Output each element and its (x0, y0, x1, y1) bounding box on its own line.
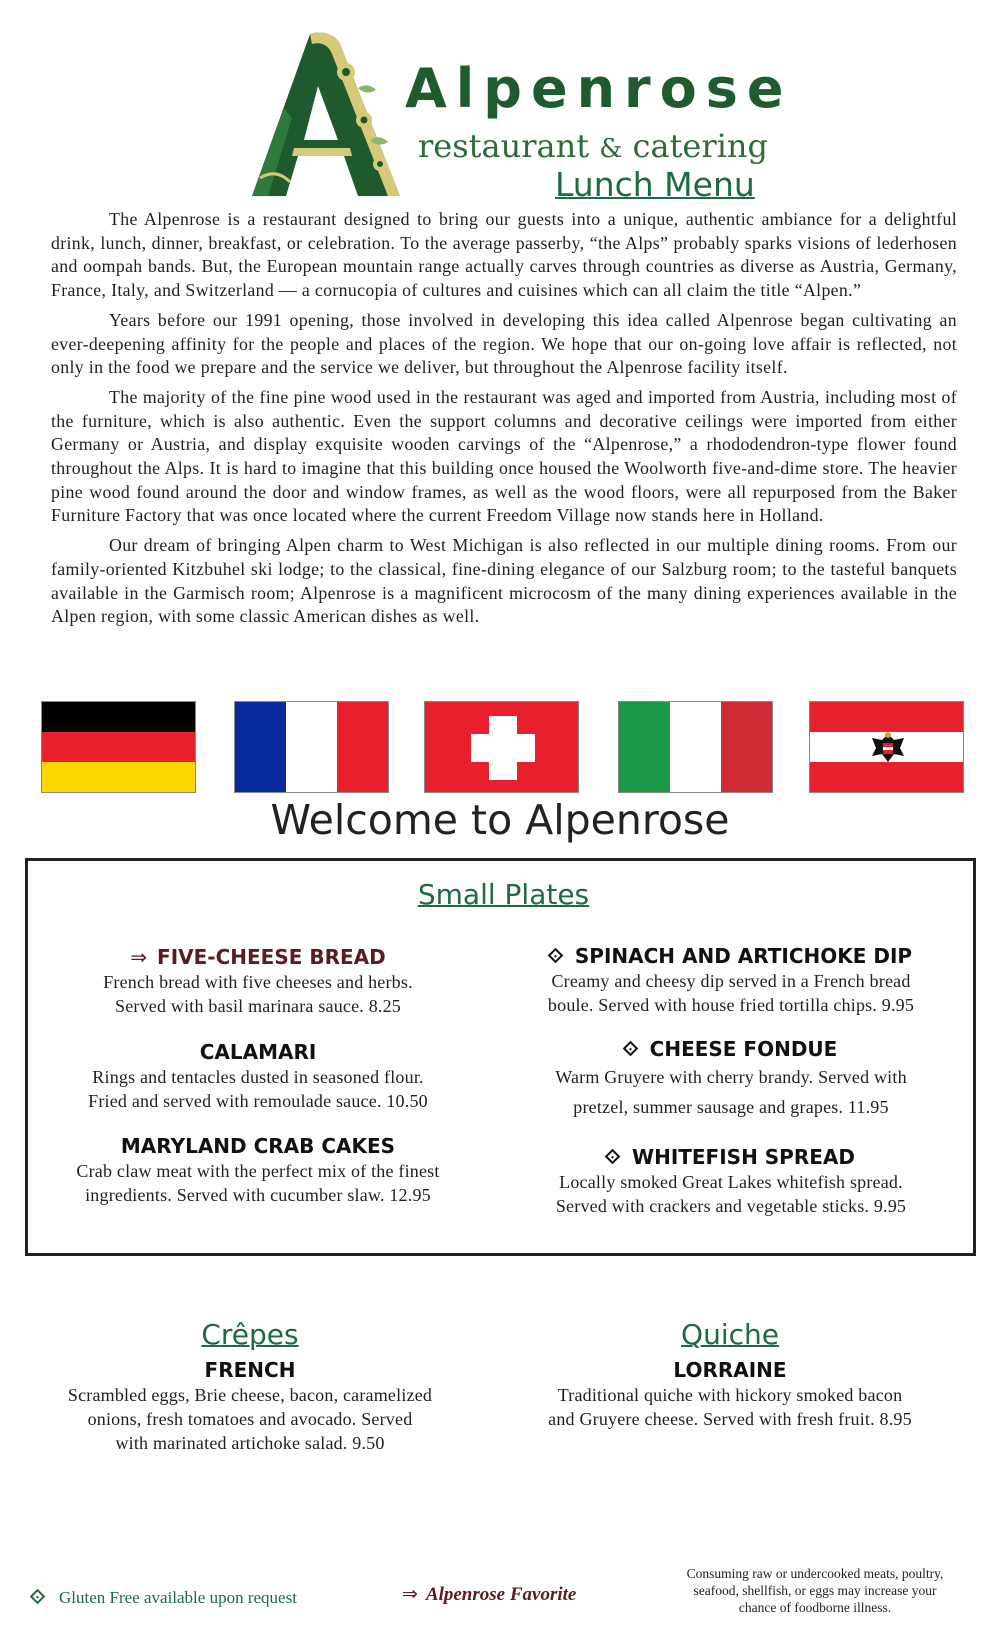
intro-paragraph-3: The majority of the fine pine wood used in the restaurant was aged and imported from Austria, including most of the furniture, which is also authentic. Even the support columns and decorative ceilings were imported from either Germany or Austria, and display exquisite wooden carvings of the “Alpenrose,” a rhododendron-type flower found throughout the Alps. It is hard to imagine that this building once housed the Woolworth five-and-dime store. The heavier pine wood found around the door and window frames, as well as the wood floors, were all repurposed from the Baker Furniture Factory that was once located where the current Freedom Village now stands here in Holland. (51, 386, 957, 526)
item-desc-line-1: French bread with five cheeses and herbs. (103, 972, 413, 992)
item-name (521, 1036, 941, 1062)
alpenrose-a-logo-icon (240, 28, 420, 208)
item-desc-line-3: with marinated artichoke salad. 9.50 (115, 1433, 385, 1453)
food-safety-warning (660, 1565, 970, 1616)
italy-flag-icon (618, 701, 773, 793)
gluten-free-legend-text: Gluten Free available upon request (59, 1588, 297, 1607)
item-name-text: CHEESE FONDUE (649, 1037, 838, 1061)
logo-mark (240, 28, 420, 208)
brand-sub-restaurant: restaurant (418, 127, 590, 165)
small-plates-title: Small Plates (417, 878, 590, 911)
item-desc-line-2: ingredients. Served with cucumber slaw. 12.95 (85, 1185, 431, 1205)
item-desc-line-2: Served with basil marinara sauce. 8.25 (114, 996, 401, 1016)
item-desc-line-1: Scrambled eggs, Brie cheese, bacon, caramelized (67, 1385, 433, 1405)
favorite-arrow-icon: ⇒ (130, 945, 148, 969)
item-name: CALAMARI (199, 1040, 317, 1064)
favorite-arrow-icon: ⇒ (402, 1584, 418, 1605)
menu-item-whitefish-spread (521, 1144, 941, 1218)
gluten-free-legend (32, 1588, 297, 1608)
austria-flag-icon (809, 701, 964, 793)
item-desc-line-2: and Gruyere cheese. Served with fresh fruit. 8.95 (548, 1409, 912, 1429)
menu-item-maryland-crab-cakes (48, 1133, 468, 1207)
favorite-legend (402, 1583, 576, 1606)
item-name (521, 1144, 941, 1170)
gluten-free-diamond-icon (548, 948, 564, 964)
flags-row (41, 701, 966, 793)
item-name-text: FIVE-CHEESE BREAD (157, 945, 386, 969)
gluten-free-diamond-icon (30, 1589, 46, 1605)
small-plates-box (25, 858, 976, 1256)
item-desc-line-1: Traditional quiche with hickory smoked bacon (557, 1385, 903, 1405)
gluten-free-diamond-icon (622, 1041, 638, 1057)
quiche-title: Quiche (681, 1318, 779, 1351)
item-desc-line-1: Locally smoked Great Lakes whitefish spread. (559, 1172, 903, 1192)
item-desc-line-2: onions, fresh tomatoes and avocado. Served (87, 1409, 413, 1429)
menu-item-french-crepe (40, 1357, 460, 1455)
brand-sub-catering: catering (632, 127, 768, 165)
item-name (521, 943, 941, 969)
item-desc-line-1: Crab claw meat with the perfect mix of the finest (76, 1161, 440, 1181)
menu-title: Lunch Menu (555, 165, 755, 204)
welcome-heading: Welcome to Alpenrose (270, 796, 730, 844)
intro-paragraph-2: Years before our 1991 opening, those involved in developing this idea called Alpenrose began cultivating an ever-deepening affinity for the people and places of the region. We hope that our on-going love affair is reflected, not only in the food we prepare and the service we deliver, but throughout the Alpenrose facility itself. (51, 309, 957, 378)
item-desc-line-2: pretzel, summer sausage and grapes. 11.95 (573, 1097, 889, 1117)
germany-flag-icon (41, 701, 196, 793)
menu-item-quiche-lorraine (520, 1357, 940, 1431)
item-desc-line-2: Fried and served with remoulade sauce. 10.50 (88, 1091, 428, 1111)
intro-text (51, 208, 957, 635)
menu-item-five-cheese-bread (48, 944, 468, 1018)
menu-item-calamari (48, 1039, 468, 1113)
warning-line-2: seafood, shellfish, or eggs may increase your (693, 1583, 937, 1598)
menu-item-spinach-artichoke-dip (521, 943, 941, 1017)
gluten-free-diamond-icon (605, 1149, 621, 1165)
item-name: LORRAINE (673, 1358, 787, 1382)
brand-name: Alpenrose (405, 57, 793, 120)
intro-paragraph-4: Our dream of bringing Alpen charm to West Michigan is also reflected in our multiple dining rooms. From our family-oriented Kitzbuhel ski lodge; to the classical, fine-dining elegance of our Salzburg room; to the tasteful banquets available in the Garmisch room; Alpenrose is a magnificent microcosm of the many dining experiences available in the Alpen region, with some classic American dishes as well. (51, 535, 957, 627)
warning-line-3: chance of foodborne illness. (738, 1600, 892, 1615)
switzerland-flag-icon (424, 701, 579, 793)
brand-subtitle (418, 127, 768, 165)
intro-paragraph-1: The Alpenrose is a restaurant designed to bring our guests into a unique, authentic ambiance for a delightful drink, lunch, dinner, breakfast, or celebration. To the average passerby, “the Alps” probably sparks visions of lederhosen and oompah bands. But, the European mountain range actually carves through countries as diverse as Austria, Germany, France, Italy, and Switzerland — a cornucopia of cultures and cuisines which can all claim the title “Alpen.” (51, 209, 957, 301)
item-desc-line-1: Creamy and cheesy dip served in a French bread (551, 971, 911, 991)
menu-item-cheese-fondue (521, 1036, 941, 1122)
france-flag-icon (234, 701, 389, 793)
item-desc-line-1: Rings and tentacles dusted in seasoned flour. (92, 1067, 424, 1087)
austrian-eagle-icon (868, 728, 908, 768)
brand-sub-ampersand: & (599, 134, 623, 164)
crepes-title: Crêpes (201, 1318, 299, 1351)
item-desc-line-2: Served with crackers and vegetable sticks. 9.95 (555, 1196, 907, 1216)
item-name-text: SPINACH AND ARTICHOKE DIP (574, 944, 913, 968)
item-name (48, 944, 468, 970)
warning-line-1: Consuming raw or undercooked meats, poultry, (686, 1566, 944, 1581)
item-desc-line-2: boule. Served with house fried tortilla chips. 9.95 (547, 995, 915, 1015)
item-desc-line-1: Warm Gruyere with cherry brandy. Served with (555, 1067, 907, 1087)
item-name: FRENCH (204, 1358, 296, 1382)
item-name-text: WHITEFISH SPREAD (632, 1145, 855, 1169)
item-name: MARYLAND CRAB CAKES (120, 1134, 396, 1158)
favorite-legend-text: Alpenrose Favorite (425, 1584, 577, 1605)
